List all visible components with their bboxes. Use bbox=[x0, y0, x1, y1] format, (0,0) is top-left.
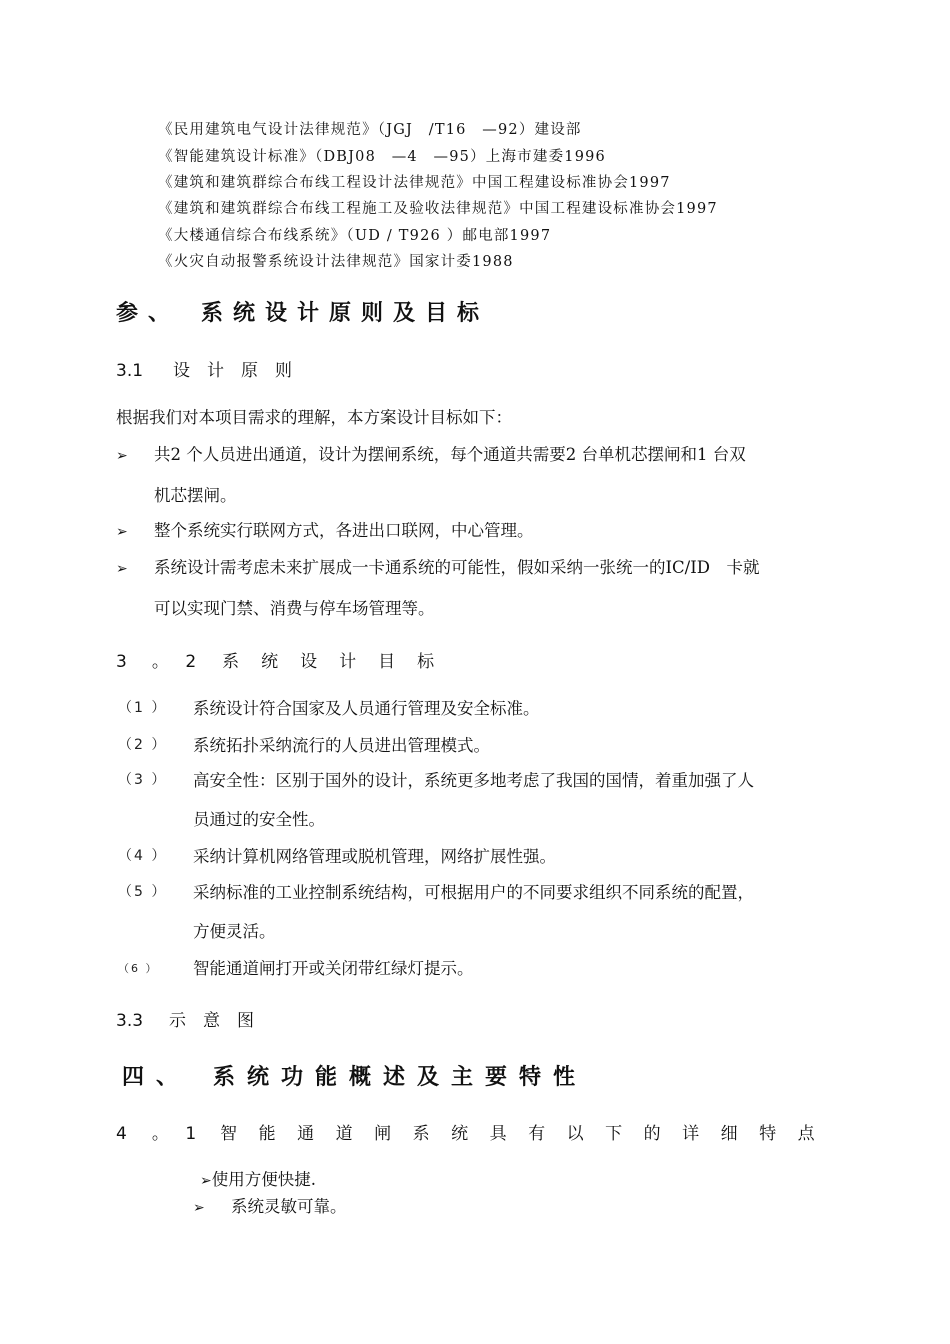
reference-item: 《火灾自动报警系统设计法律规范》国家计委1988 bbox=[158, 254, 514, 270]
subsection-3-2-heading bbox=[116, 647, 456, 672]
arrow-bullet-icon: ➢ bbox=[116, 524, 128, 540]
goal-text: 系统拓扑采纳流行的人员进出管理模式。 bbox=[193, 736, 490, 755]
goal-text: 采纳标准的工业控制系统结构，可根据用户的不同要求组织不同系统的配置， bbox=[193, 883, 754, 902]
goal-text: 智能通道闸打开或关闭带红绿灯提示。 bbox=[193, 959, 474, 978]
goal-number: （3 ） bbox=[118, 772, 168, 788]
goal-number: （6 ） bbox=[118, 962, 159, 975]
subsection-title: 智能通道闸系统具有以下的详细特点 bbox=[220, 1124, 837, 1144]
arrow-bullet-icon: ➢ bbox=[193, 1200, 205, 1216]
reference-item: 《建筑和建筑群综合布线工程施工及验收法律规范》中国工程建设标准协会1997 bbox=[158, 201, 718, 217]
goal-number: （5 ） bbox=[118, 884, 168, 900]
subsection-number: 3.1 bbox=[116, 361, 144, 381]
feature-item: ➢ 系统灵敏可靠。 bbox=[193, 1197, 347, 1216]
reference-item: 《建筑和建筑群综合布线工程设计法律规范》中国工程建设标准协会1997 bbox=[158, 175, 671, 191]
goal-number: （2 ） bbox=[118, 737, 168, 753]
goal-text: 系统设计符合国家及人员通行管理及安全标准。 bbox=[193, 699, 540, 718]
feature-item: ➢使用方便快捷. bbox=[200, 1170, 316, 1189]
bullet-item: ➢ 系统设计需考虑未来扩展成一卡通系统的可能性，假如采纳一张统一的IC/ID 卡就 bbox=[116, 558, 760, 577]
arrow-bullet-icon: ➢ bbox=[116, 448, 128, 464]
bullet-continuation: 机芯摆闸。 bbox=[154, 486, 237, 505]
subsection-title: 示意图 bbox=[169, 1011, 272, 1031]
reference-item: 《民用建筑电气设计法律规范》（JGJ /T16 —92）建设部 bbox=[158, 122, 582, 138]
reference-item: 《智能建筑设计标准》（DBJ08 —4 —95）上海市建委1996 bbox=[158, 149, 606, 165]
subsection-number: 3 。 2 bbox=[116, 652, 201, 672]
goal-text: 高安全性：区别于国外的设计，系统更多地考虑了我国的国情，着重加强了人 bbox=[193, 771, 754, 790]
goal-text-continuation: 员通过的安全性。 bbox=[193, 810, 325, 829]
subsection-4-1-heading bbox=[116, 1119, 836, 1144]
subsection-number: 4 。 1 bbox=[116, 1124, 201, 1144]
subsection-3-3-heading bbox=[116, 1006, 271, 1031]
bullet-continuation: 可以实现门禁、消费与停车场管理等。 bbox=[154, 599, 435, 618]
intro-paragraph: 根据我们对本项目需求的理解，本方案设计目标如下： bbox=[116, 408, 512, 427]
subsection-3-1-heading bbox=[116, 356, 309, 381]
goal-number: （1 ） bbox=[118, 700, 168, 716]
section-3-heading: 参、 系统设计原则及目标 bbox=[116, 301, 490, 326]
arrow-bullet-icon: ➢ bbox=[116, 561, 128, 577]
subsection-title: 设计原则 bbox=[173, 361, 310, 381]
arrow-bullet-icon: ➢ bbox=[200, 1173, 212, 1189]
subsection-number: 3.3 bbox=[116, 1011, 144, 1031]
bullet-item: ➢ 共2 个人员进出通道，设计为摆闸系统，每个通道共需要2 台单机芯摆闸和1 台双 bbox=[116, 445, 746, 464]
goal-text: 采纳计算机网络管理或脱机管理，网络扩展性强。 bbox=[193, 847, 556, 866]
section-4-heading: 四、 系统功能概述及主要特性 bbox=[122, 1065, 588, 1090]
bullet-item: ➢ 整个系统实行联网方式，各进出口联网，中心管理。 bbox=[116, 521, 534, 540]
goal-number: （4 ） bbox=[118, 848, 168, 864]
reference-item: 《大楼通信综合布线系统》（UD / T926 ）邮电部1997 bbox=[158, 228, 552, 244]
subsection-title: 系统设计目标 bbox=[222, 652, 457, 672]
goal-text-continuation: 方便灵活。 bbox=[193, 922, 276, 941]
